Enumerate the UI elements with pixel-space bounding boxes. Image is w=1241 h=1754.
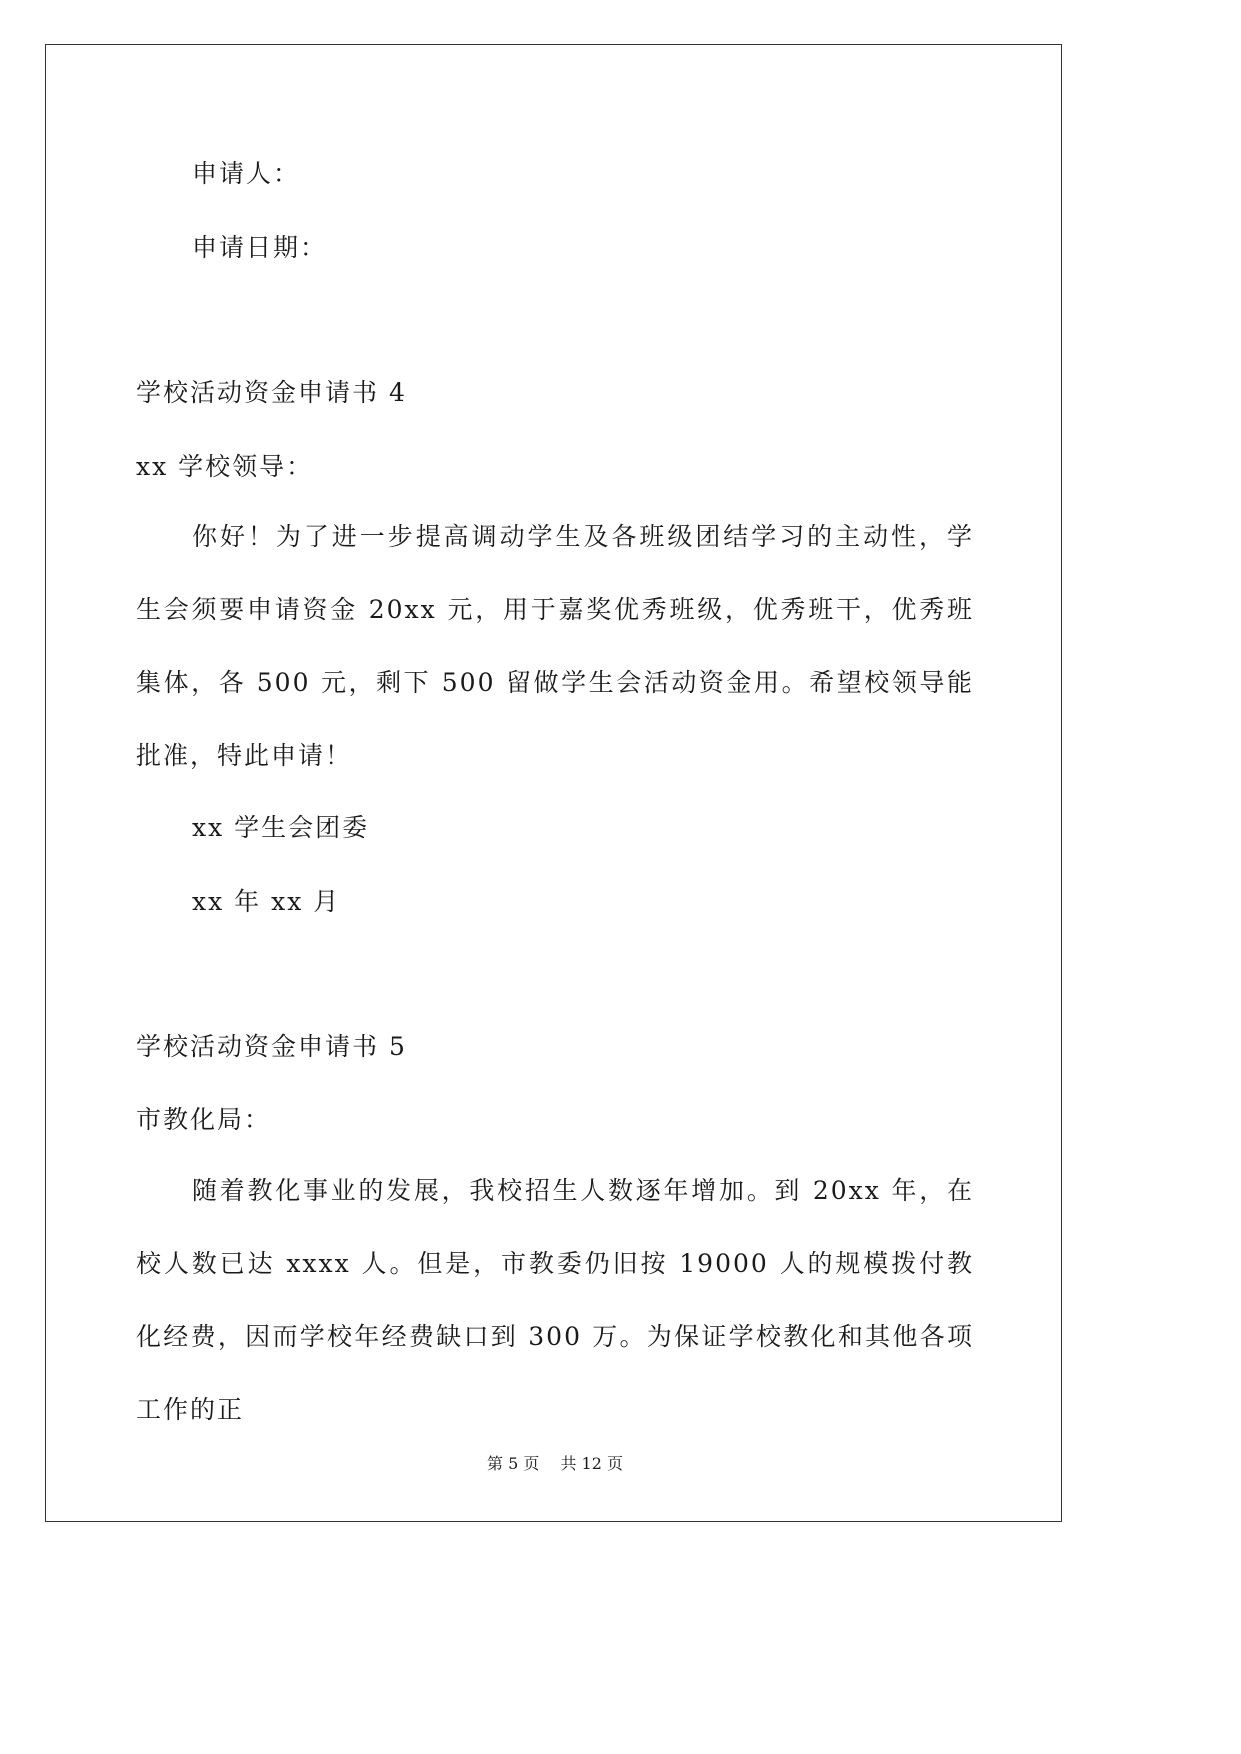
applicant-label: 申请人： <box>192 159 301 188</box>
body-paragraph-4: 你好！为了进一步提高调动学生及各班级团结学习的主动性，学生会须要申请资金 20xx 元，用于嘉奖优秀班级，优秀班干，优秀班集体，各 500 元，剩下 500 留做学生会活动资金用。希望校领导能批准，特此申请！ <box>136 522 974 770</box>
section-title-5: 学校活动资金申请书 5 <box>136 1032 407 1061</box>
salutation-5: 市教化局： <box>136 1105 272 1134</box>
signature-4: xx 学生会团委 <box>192 813 370 842</box>
date-4: xx 年 xx 月 <box>192 887 341 916</box>
section-title-4: 学校活动资金申请书 4 <box>136 378 407 407</box>
page-number-current: 第 5 页 <box>487 1454 540 1473</box>
application-date-label: 申请日期： <box>192 233 328 262</box>
page-number-total: 共 12 页 <box>560 1454 623 1473</box>
page-footer <box>0 1454 1110 1474</box>
body-paragraph-5: 随着教化事业的发展，我校招生人数逐年增加。到 20xx 年，在校人数已达 xxxx 人。但是，市教委仍旧按 19000 人的规模拨付教化经费，因而学校年经费缺口到 300 万。为保证学校教化和其他各项工作的正 <box>136 1176 974 1424</box>
salutation-4: xx 学校领导： <box>136 452 314 481</box>
